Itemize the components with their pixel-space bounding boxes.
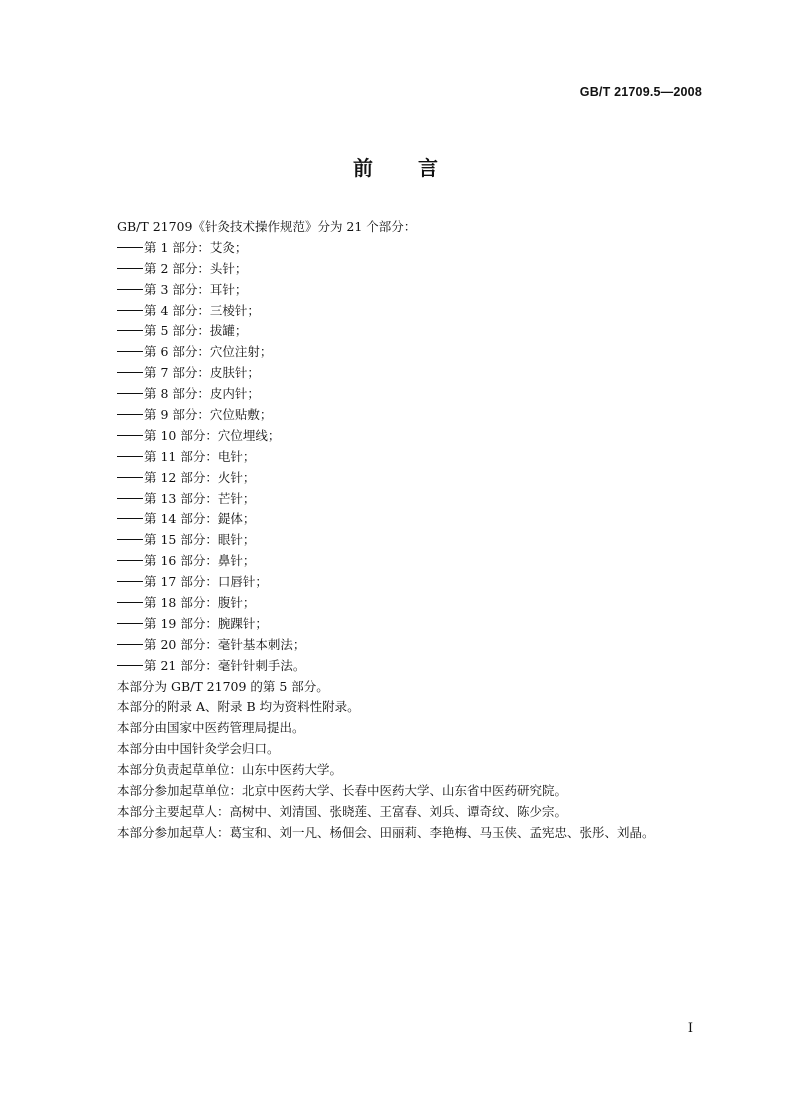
em-dash-mark bbox=[117, 393, 143, 394]
part-list-item bbox=[117, 656, 717, 677]
statement-line: 本部分参加起草人：葛宝和、刘一凡、杨佃会、田丽莉、李艳梅、马玉侠、孟宪忠、张彤、刘晶。 bbox=[117, 824, 655, 840]
em-dash-mark bbox=[117, 518, 143, 519]
part-list-item bbox=[117, 593, 717, 614]
part-label: 第 14 部分：鍉体； bbox=[144, 511, 256, 527]
part-list-item bbox=[117, 321, 717, 342]
part-list-item bbox=[117, 468, 717, 489]
part-label: 第 12 部分：火针； bbox=[144, 469, 256, 485]
em-dash-mark bbox=[117, 268, 143, 269]
part-list-item bbox=[117, 259, 717, 280]
statement-line: 本部分为 GB/T 21709 的第 5 部分。 bbox=[117, 678, 329, 694]
em-dash-mark bbox=[117, 414, 143, 415]
part-label: 第 18 部分：腹针； bbox=[144, 595, 256, 611]
part-label: 第 16 部分：鼻针； bbox=[144, 553, 256, 569]
statement-line: 本部分负责起草单位：山东中医药大学。 bbox=[117, 762, 343, 778]
em-dash-mark bbox=[117, 289, 143, 290]
em-dash-mark bbox=[117, 456, 143, 457]
em-dash-mark bbox=[117, 310, 143, 311]
part-label: 第 5 部分：拔罐； bbox=[144, 323, 248, 339]
em-dash-mark bbox=[117, 602, 143, 603]
em-dash-mark bbox=[117, 351, 143, 352]
statement-line: 本部分主要起草人：高树中、刘清国、张晓莲、王富春、刘兵、谭奇纹、陈少宗。 bbox=[117, 803, 568, 819]
em-dash-mark bbox=[117, 581, 143, 582]
part-label: 第 13 部分：芒针； bbox=[144, 490, 256, 506]
part-label: 第 7 部分：皮肤针； bbox=[144, 365, 260, 381]
em-dash-mark bbox=[117, 372, 143, 373]
part-label: 第 19 部分：腕踝针； bbox=[144, 615, 268, 631]
part-list-item bbox=[117, 280, 717, 301]
title-char-1: 前 bbox=[353, 156, 374, 180]
part-label: 第 21 部分：毫针针刺手法。 bbox=[144, 657, 306, 673]
part-list-item bbox=[117, 342, 717, 363]
page-number: I bbox=[687, 1021, 693, 1036]
part-label: 第 20 部分：毫针基本刺法； bbox=[144, 636, 306, 652]
em-dash-mark bbox=[117, 560, 143, 561]
em-dash-mark bbox=[117, 435, 143, 436]
intro-line: GB/T 21709《针灸技术操作规范》分为 21 个部分： bbox=[117, 219, 417, 234]
statement-line: 本部分参加起草单位：北京中医药大学、长春中医药大学、山东省中医药研究院。 bbox=[117, 783, 568, 799]
part-label: 第 2 部分：头针； bbox=[144, 260, 248, 276]
em-dash-mark bbox=[117, 330, 143, 331]
part-list-item bbox=[117, 301, 717, 322]
part-list-item bbox=[117, 426, 717, 447]
em-dash-mark bbox=[117, 623, 143, 624]
title-char-2: 言 bbox=[418, 156, 439, 180]
part-list-item bbox=[117, 384, 717, 405]
part-list-item bbox=[117, 447, 717, 468]
em-dash-mark bbox=[117, 644, 143, 645]
part-list-item bbox=[117, 363, 717, 384]
em-dash-mark bbox=[117, 498, 143, 499]
em-dash-mark bbox=[117, 539, 143, 540]
part-label: 第 3 部分：耳针； bbox=[144, 281, 248, 297]
em-dash-mark bbox=[117, 665, 143, 666]
part-list-item bbox=[117, 489, 717, 510]
part-list-item bbox=[117, 635, 717, 656]
statement-line: 本部分的附录 A、附录 B 均为资料性附录。 bbox=[117, 699, 360, 715]
em-dash-mark bbox=[117, 247, 143, 248]
part-label: 第 9 部分：穴位贴敷； bbox=[144, 407, 273, 423]
part-list-item bbox=[117, 405, 717, 426]
preface-body bbox=[117, 217, 717, 844]
part-list-item bbox=[117, 509, 717, 530]
part-label: 第 15 部分：眼针； bbox=[144, 532, 256, 548]
statement-line: 本部分由国家中医药管理局提出。 bbox=[117, 720, 305, 736]
part-label: 第 17 部分：口唇针； bbox=[144, 574, 268, 590]
part-list-item bbox=[117, 238, 717, 259]
part-label: 第 6 部分：穴位注射； bbox=[144, 344, 273, 360]
part-label: 第 10 部分：穴位埋线； bbox=[144, 427, 281, 443]
part-list-item bbox=[117, 572, 717, 593]
page-title bbox=[0, 152, 792, 181]
part-label: 第 8 部分：皮内针； bbox=[144, 386, 260, 402]
statement-line: 本部分由中国针灸学会归口。 bbox=[117, 741, 280, 757]
em-dash-mark bbox=[117, 477, 143, 478]
part-label: 第 4 部分：三棱针； bbox=[144, 302, 260, 318]
part-label: 第 11 部分：电针； bbox=[144, 448, 256, 464]
part-list-item bbox=[117, 551, 717, 572]
part-list-item bbox=[117, 530, 717, 551]
part-label: 第 1 部分：艾灸； bbox=[144, 239, 248, 255]
part-list-item bbox=[117, 614, 717, 635]
document-code: GB/T 21709.5—2008 bbox=[579, 85, 702, 99]
